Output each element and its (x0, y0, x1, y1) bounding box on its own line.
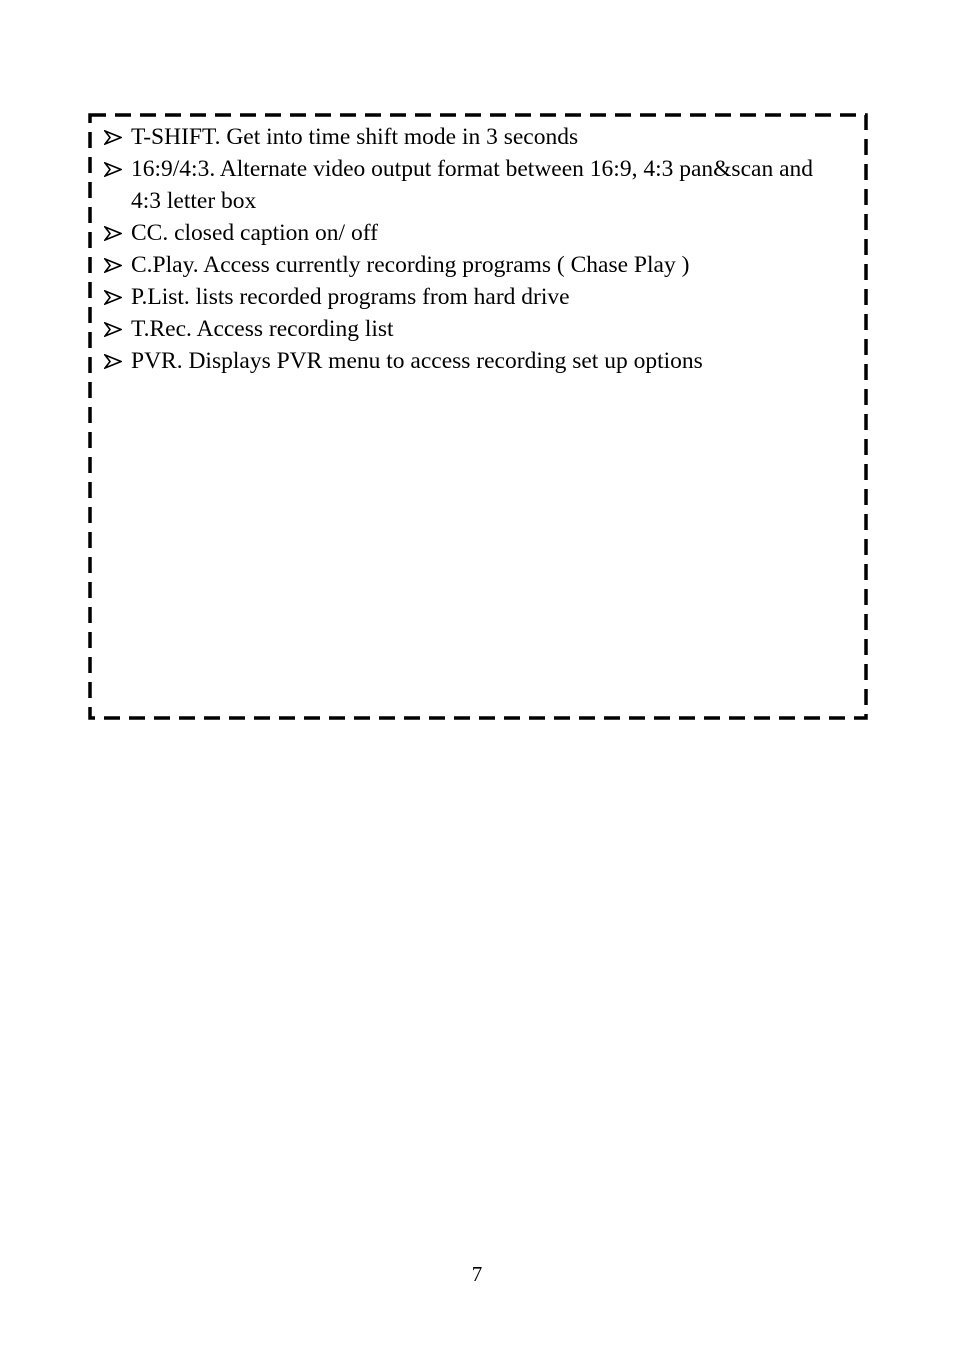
list-item-text: T.Rec. Access recording list (131, 316, 394, 342)
list-item (104, 153, 844, 217)
list-item (104, 345, 844, 377)
page-number: 7 (471, 1262, 483, 1286)
arrowhead-bullet-icon (104, 153, 124, 185)
arrowhead-bullet-icon (104, 345, 124, 377)
list-item-text: T-SHIFT. Get into time shift mode in 3 seconds (131, 124, 579, 150)
list-item-text: CC. closed caption on/ off (131, 220, 378, 246)
list-item-text: 16:9/4:3. Alternate video output format between 16:9, 4:3 pan&scan and 4:3 letter box (131, 156, 813, 214)
list-item (104, 281, 844, 313)
list-item (104, 249, 844, 281)
list-item (104, 217, 844, 249)
list-item (104, 313, 844, 345)
list-item-text: PVR. Displays PVR menu to access recording set up options (131, 348, 703, 374)
arrowhead-bullet-icon (104, 217, 124, 249)
arrowhead-bullet-icon (104, 313, 124, 345)
arrowhead-bullet-icon (104, 249, 124, 281)
arrowhead-bullet-icon (104, 121, 124, 153)
list-item (104, 121, 844, 153)
remote-button-list (104, 121, 844, 377)
arrowhead-bullet-icon (104, 281, 124, 313)
list-item-text: P.List. lists recorded programs from hard drive (131, 284, 570, 310)
list-item-text: C.Play. Access currently recording programs ( Chase Play ) (131, 252, 690, 278)
